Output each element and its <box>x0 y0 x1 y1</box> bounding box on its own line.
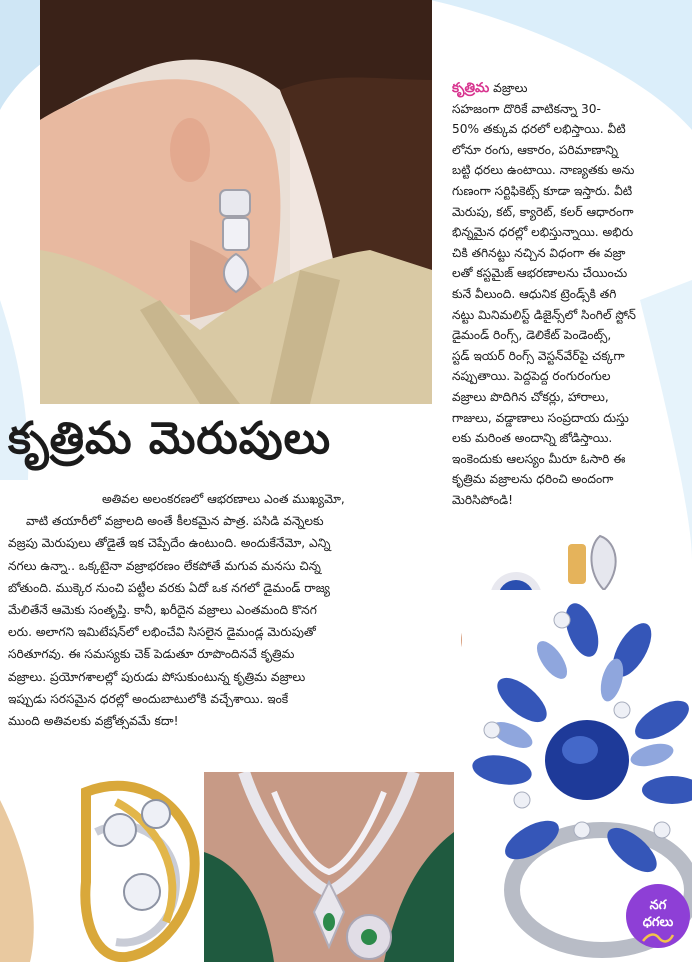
text-line: సరితూగవు. ఈ సమస్యకు చెక్ పెడుతూ రూపొందినవే కృత్రిమ <box>8 647 295 662</box>
lead-highlight: కృత్రిమ <box>452 80 490 96</box>
text-line: మెరుపు, కట్, క్యారెట్, కలర్ ఆధారంగా <box>452 204 634 219</box>
text-line: వజ్రాలు. ప్రయోగశాలల్లో పురుడు పోసుకుంటున్న కృత్రిమ వజ్రాలు <box>8 669 306 684</box>
headline: కృత్రిమ మెరుపులు <box>8 413 332 464</box>
text-line: సహజంగా దొరికే వాటికన్నా 30- <box>452 101 601 116</box>
text-line: నట్టు మినిమలిస్ట్ డిజైన్స్‌లో సింగిల్ స్టోన్ <box>452 307 636 322</box>
text-line: లకు మరింత అందాన్ని జోడిస్తాయి. <box>452 431 613 446</box>
text-line: వాటి తయారీలో వజ్రాలది అంతే కీలకమైన పాత్ర. పసిడి వన్నెలకు <box>26 514 324 529</box>
text-line: కృత్రిమ వజ్రాలను ధరించి అందంగా <box>452 472 614 487</box>
text-line: లతో కస్టమైజ్ ఆభరణాలను చేయించు <box>452 266 628 281</box>
text-line: గుణంగా సర్టిఫికెట్స్ కూడా ఇస్తారు. వీటి <box>452 183 633 198</box>
badge-line-1: నగ <box>649 898 667 913</box>
text-line: 50% తక్కువ ధరలో లభిస్తాయి. వీటి <box>452 122 626 137</box>
text-line: కునే వీలుంది. ఆధునిక ట్రెండ్స్‌కి తగి <box>452 286 617 301</box>
text-line: బట్టి ధరలు ఉంటాయి. నాణ్యతకు అను <box>452 163 635 178</box>
text-line: ఇంకెందుకు ఆలస్యం మీరూ ఓసారి ఈ <box>452 451 626 466</box>
text-line: భిన్నమైన ధరల్లో లభిస్తున్నాయి. అభిరు <box>452 225 634 240</box>
right-column-lead-line: కృత్రిమ వజ్రాలు <box>452 80 528 96</box>
text-line: మేలితేనే ఆమెకు సంతృప్తి. కానీ, ఖరీదైన వజ్రాలు ఎంతమంది కొనగ <box>8 603 317 618</box>
text-line: నగలు ఉన్నా.. ఒక్కటైనా వజ్రాభరణం లేకపోతే మగువ మనసు చిన్న <box>8 558 321 573</box>
main-article-column <box>8 488 450 732</box>
text-line: ముంది అతివలకు వజ్రోత్సవమే కదా! <box>8 714 179 729</box>
earring-model-photo <box>40 0 432 404</box>
text-line: గాజులు, వడ్డాణాలు సంప్రదాయ దుస్తు <box>452 410 629 425</box>
text-line: లరు. అలాగని ఇమిటేషన్‌లో లభించేవి సిసలైన డైమండ్ల మెరుపుతో <box>8 625 316 640</box>
text-line: స్టడ్ ఇయర్ రింగ్స్ వెస్టన్‌వేర్‌పై చక్కగా <box>452 348 625 363</box>
text-line: బోతుంది. ముక్కెర నుంచి పట్టీల వరకు ఏదో ఒక నగలో డైమండ్ రాజ్య <box>8 580 330 595</box>
text-line: మెరిసిపోండి! <box>452 492 514 507</box>
text-line: డైమండ్ రింగ్స్, డెలికేట్ పెండెంట్స్, <box>452 328 612 343</box>
text-line: ఇప్పుడు సరసమైన ధరల్లో అందుబాటులోకి వచ్చేశాయి. ఇంకే <box>8 691 289 706</box>
text-line: లోనూ రంగు, ఆకారం, పరిమాణాన్ని <box>452 142 618 157</box>
section-badge <box>626 884 690 948</box>
text-line: చికి తగినట్టు నచ్చిన విధంగా ఈ వజ్రా <box>452 245 626 260</box>
diamond-necklace-photo <box>204 772 454 962</box>
text-line: వజ్రాలు పొదిగిన చోకర్లు, హారాలు, <box>452 389 609 404</box>
wave-icon <box>641 933 675 943</box>
gold-diamond-rings-photo <box>76 772 202 962</box>
text-line: వజ్రపు మెరుపులు తోడైతే ఇక చెప్పేదేం ఉంటుంది. అందుకేనేమో, ఎన్ని <box>8 536 331 551</box>
right-article-column <box>452 78 690 510</box>
badge-line-2: ధగలు <box>642 915 674 930</box>
text-line: అతివల అలంకరణలో ఆభరణాలు ఎంత ముఖ్యమో, <box>102 492 345 506</box>
text-line: నప్పుతాయి. పెద్దపెద్ద రంగురంగుల <box>452 369 611 384</box>
